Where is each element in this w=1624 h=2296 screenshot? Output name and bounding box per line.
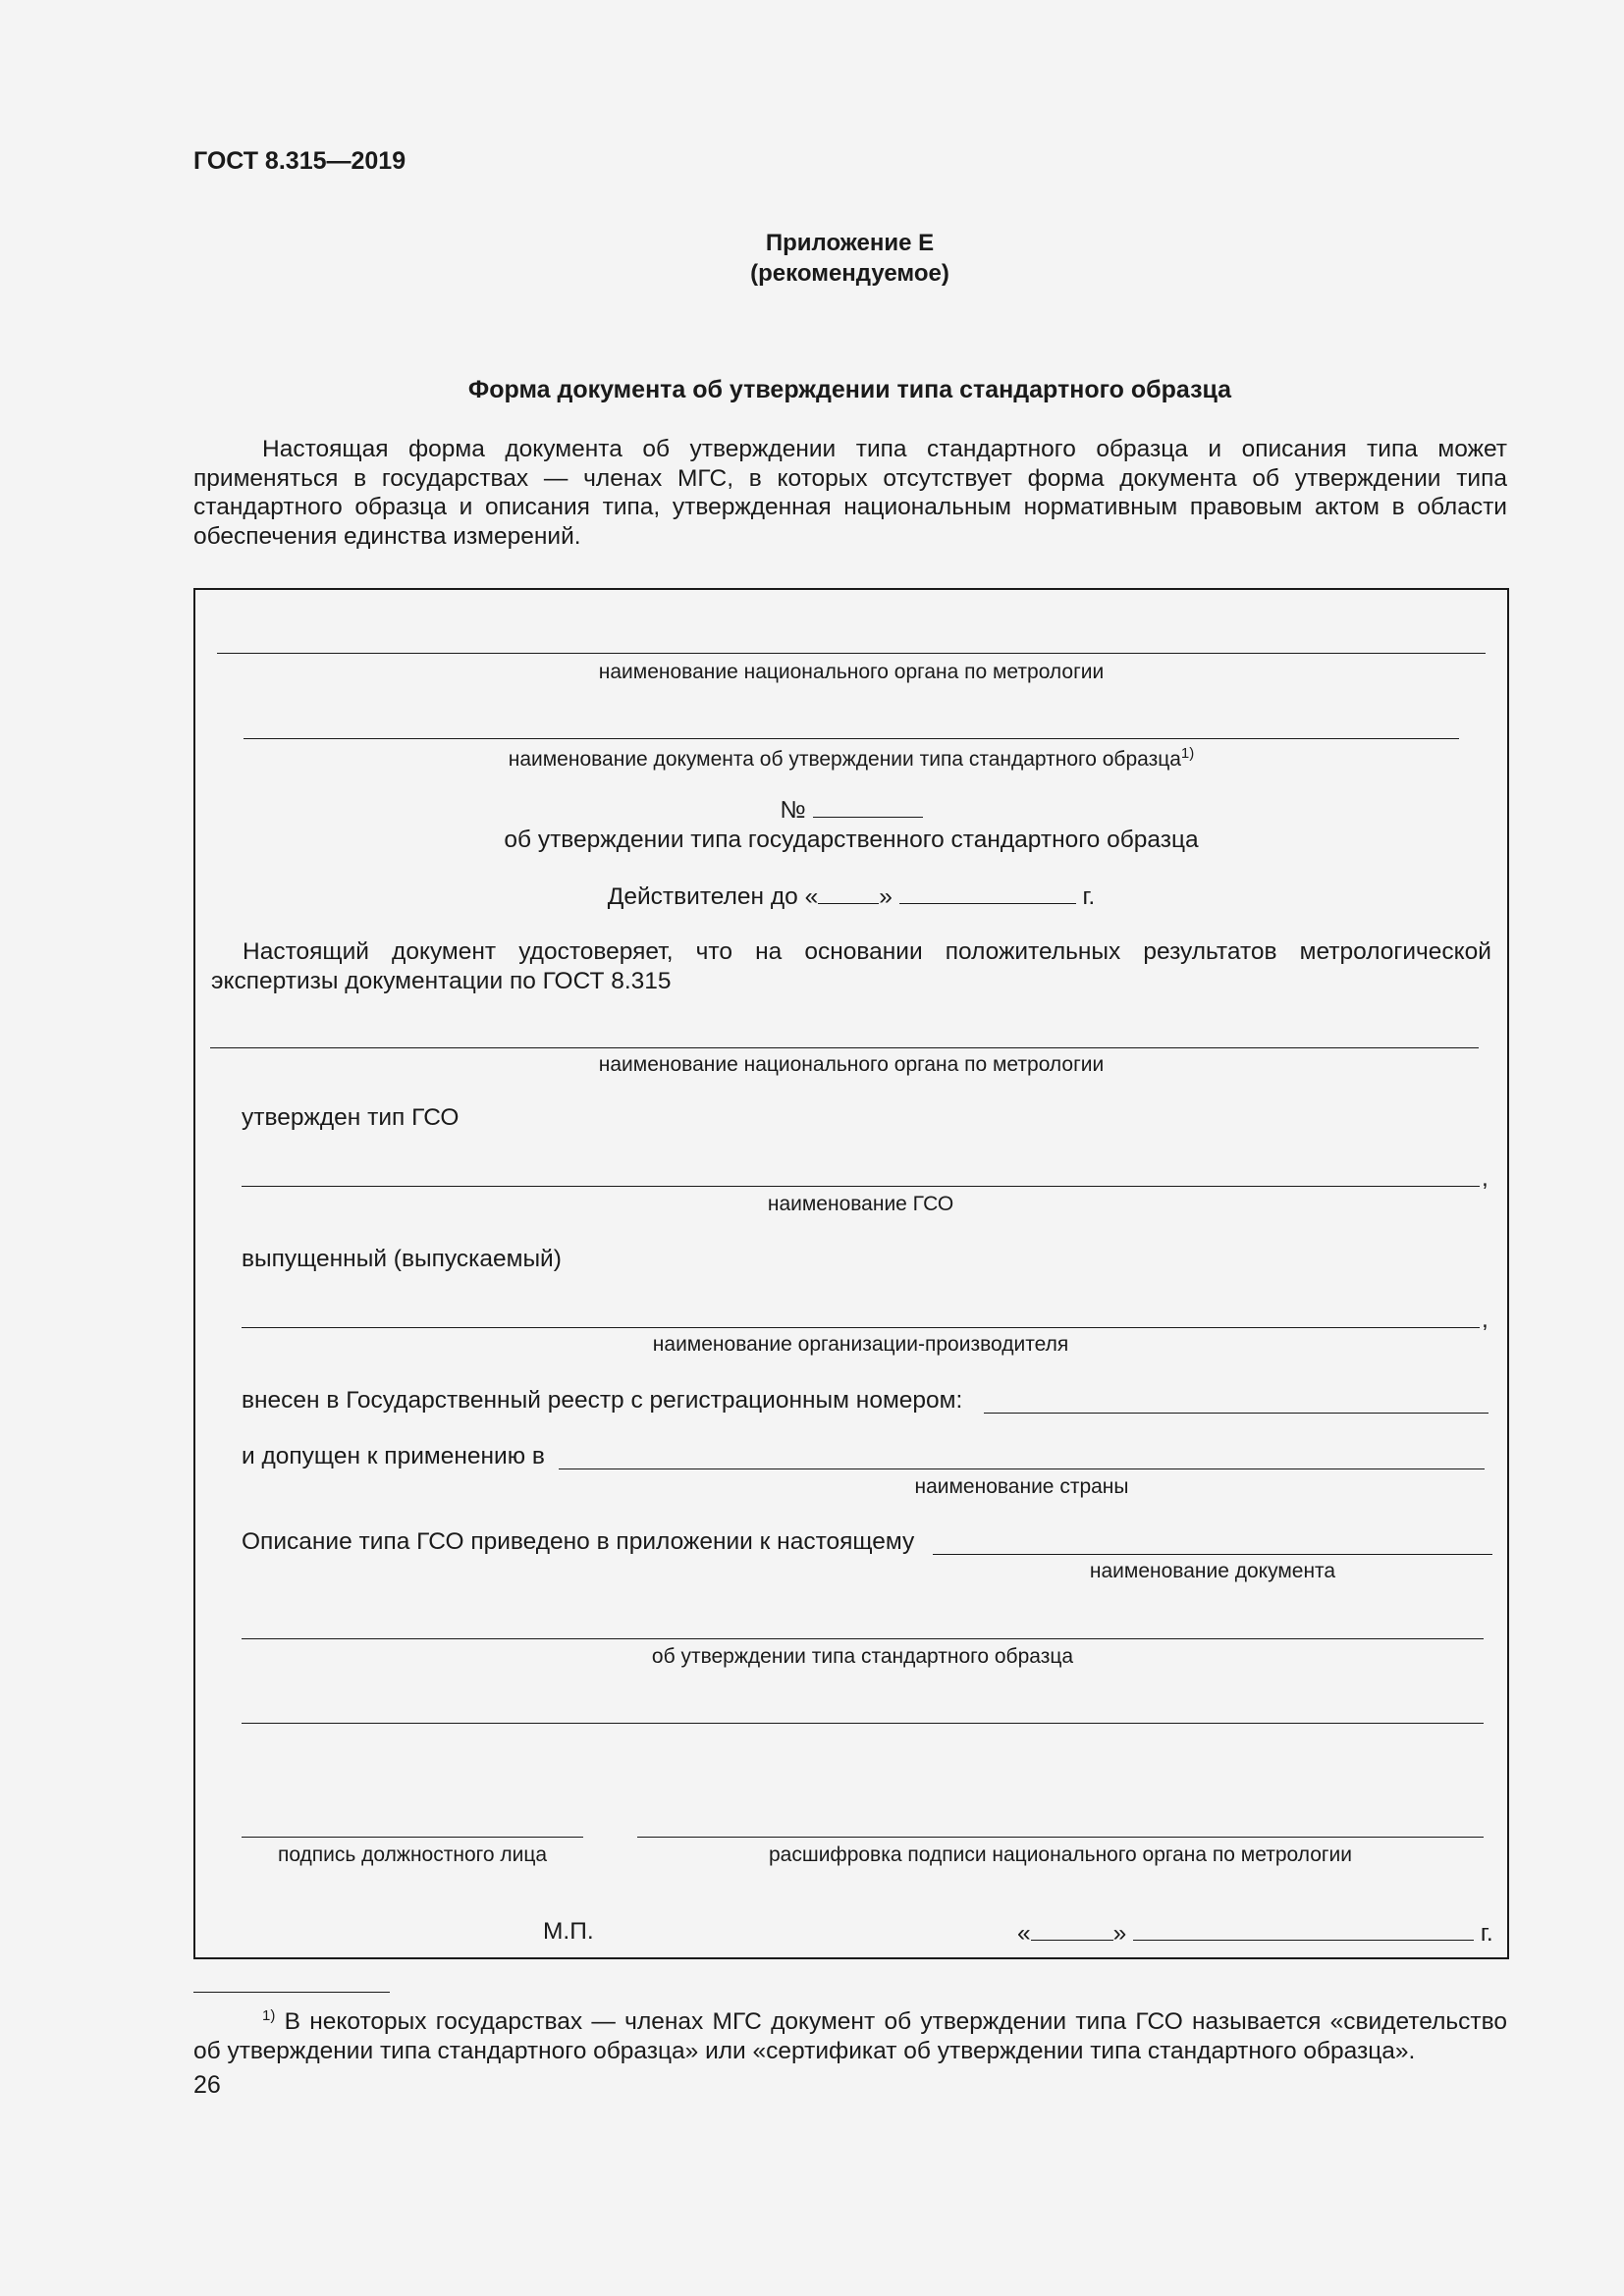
standard-code: ГОСТ 8.315—2019 xyxy=(193,147,406,175)
admitted-label: и допущен к применению в xyxy=(242,1443,545,1469)
date-open: « xyxy=(1017,1920,1031,1947)
page-number: 26 xyxy=(193,2071,221,2099)
country-line[interactable] xyxy=(559,1468,1485,1469)
number-row xyxy=(195,795,1507,825)
gso-name-comma: , xyxy=(1482,1165,1489,1192)
registry-label: внесен в Государственный реестр с регистрационным номером: xyxy=(242,1387,963,1414)
manufacturer-line[interactable] xyxy=(242,1327,1480,1328)
document-name-caption-text: наименование документа об утверждении типа стандартного образца xyxy=(508,748,1181,771)
valid-until-close: » xyxy=(879,883,893,910)
issue-day-field[interactable] xyxy=(1031,1918,1113,1941)
valid-until-row xyxy=(195,881,1507,911)
document-name-caption xyxy=(195,745,1507,772)
appendix-title: Приложение Е xyxy=(765,230,935,256)
manufacturer-comma: , xyxy=(1482,1307,1489,1333)
description-label: Описание типа ГСО приведено в приложении к настоящему xyxy=(242,1528,915,1555)
issue-date-row xyxy=(1017,1918,1493,1948)
national-body-caption: наименование национального органа по метрологии xyxy=(598,661,1105,683)
manufacturer-caption: наименование организации-производителя xyxy=(652,1333,1069,1356)
signature-caption: подпись должностного лица xyxy=(277,1843,548,1866)
valid-day-field[interactable] xyxy=(818,881,879,904)
document-line[interactable] xyxy=(933,1554,1492,1555)
stamp-label: М.П. xyxy=(543,1918,594,1945)
footnote-marker: 1) xyxy=(262,2007,276,2024)
valid-until-label: Действителен до « xyxy=(607,883,819,910)
number-label: № xyxy=(780,797,806,824)
gso-name-caption: наименование ГСО xyxy=(767,1193,954,1215)
document-caption: наименование документа xyxy=(1089,1560,1336,1582)
appendix-status: (рекомендуемое) xyxy=(750,260,949,287)
country-caption: наименование страны xyxy=(914,1475,1129,1498)
signature-decode-caption: расшифровка подписи национального органа по метрологии xyxy=(768,1843,1353,1866)
footnote xyxy=(193,2002,1507,2065)
national-body-line-2[interactable] xyxy=(210,1047,1479,1048)
issue-year-suffix: г. xyxy=(1480,1920,1493,1947)
valid-month-field[interactable] xyxy=(899,881,1076,904)
gso-name-line[interactable] xyxy=(242,1186,1480,1187)
approval-doc-line[interactable] xyxy=(242,1638,1484,1639)
footnote-rule xyxy=(193,1992,390,1993)
footnote-text: В некоторых государствах — членах МГС документ об утверждении типа ГСО называется «свидетельство об утверждении типа стандартного образца» или «сертификат об утверждении типа стандартного образца». xyxy=(193,2008,1507,2064)
national-body-caption-2: наименование национального органа по метрологии xyxy=(598,1053,1105,1076)
signature-line[interactable] xyxy=(242,1837,583,1838)
date-close: » xyxy=(1112,1920,1127,1947)
certificate-form xyxy=(193,588,1509,1959)
footnote-ref: 1) xyxy=(1180,745,1195,762)
appendix-heading xyxy=(0,228,1624,289)
released-label: выпущенный (выпускаемый) xyxy=(242,1246,562,1272)
intro-paragraph: Настоящая форма документа об утверждении типа стандартного образца и описания типа может применяться в государствах — членах МГС, в которых отсутствует форма документа об утверждении типа стандартного образца и описания типа, утвержденная национальным нормативным правовым актом в области обеспечения единства измерений. xyxy=(193,436,1507,550)
approved-type-label: утвержден тип ГСО xyxy=(242,1104,460,1131)
valid-year-suffix: г. xyxy=(1082,883,1096,910)
registry-number-line[interactable] xyxy=(984,1413,1489,1414)
extra-line[interactable] xyxy=(242,1723,1484,1724)
certifies-paragraph: Настоящий документ удостоверяет, что на основании положительных результатов метрологической экспертизы документации по ГОСТ 8.315 xyxy=(211,938,1491,994)
issue-month-field[interactable] xyxy=(1133,1918,1474,1941)
approval-title: об утверждении типа государственного стандартного образца xyxy=(504,827,1199,853)
number-field[interactable] xyxy=(813,795,923,818)
form-title: Форма документа об утверждении типа стандартного образца xyxy=(467,376,1232,403)
document-name-line[interactable] xyxy=(244,738,1459,739)
national-body-line[interactable] xyxy=(217,653,1486,654)
signature-decode-line[interactable] xyxy=(637,1837,1484,1838)
approval-doc-caption: об утверждении типа стандартного образца xyxy=(651,1645,1074,1668)
